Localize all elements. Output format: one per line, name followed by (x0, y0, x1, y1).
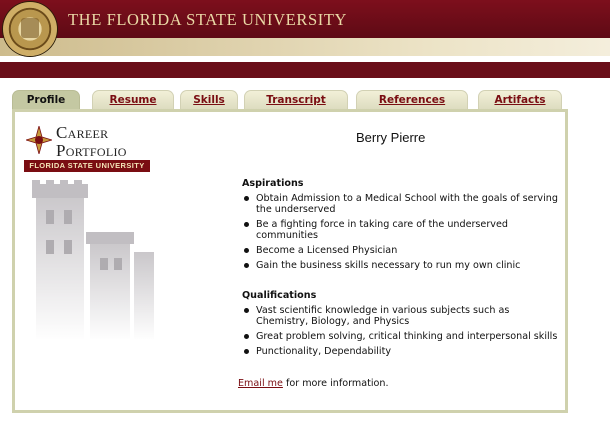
aspirations-heading: Aspirations (242, 178, 304, 189)
list-item: Be a fighting force in taking care of the underserved communities (242, 219, 562, 241)
compass-icon (26, 126, 52, 154)
logo-university-bar: FLORIDA STATE UNIVERSITY (24, 160, 150, 172)
header (0, 0, 610, 82)
career-portfolio-logo (22, 124, 152, 174)
tab-references[interactable]: References (356, 90, 468, 109)
tab-resume[interactable]: Resume (92, 90, 174, 109)
list-item: Vast scientific knowledge in various subjects such as Chemistry, Biology, and Physics (242, 305, 562, 327)
list-item: Gain the business skills necessary to run my own clinic (242, 260, 562, 271)
email-link[interactable]: Email me (238, 378, 283, 389)
tab-artifacts[interactable]: Artifacts (478, 90, 562, 109)
logo-line-career: Career (56, 123, 109, 142)
list-item: Obtain Admission to a Medical School with the goals of serving the underserved (242, 193, 562, 215)
university-seal-icon (3, 2, 57, 56)
list-item: Great problem solving, critical thinking and interpersonal skills (242, 331, 562, 342)
building-watermark-image (28, 180, 158, 340)
contact-line (238, 378, 389, 389)
tab-profile[interactable]: Profile (12, 90, 80, 111)
tab-transcript[interactable]: Transcript (244, 90, 348, 109)
aspirations-list (242, 193, 562, 271)
contact-text: for more information. (282, 378, 389, 389)
tab-bar (12, 90, 572, 110)
university-title: THE FLORIDA STATE UNIVERSITY (68, 10, 348, 29)
list-item: Become a Licensed Physician (242, 245, 562, 256)
student-name: Berry Pierre (356, 130, 426, 145)
header-bottom-band (0, 62, 610, 78)
qualifications-section (242, 290, 562, 361)
header-gold-band (0, 38, 610, 56)
qualifications-list (242, 305, 562, 357)
list-item: Punctionality, Dependability (242, 346, 562, 357)
tab-skills[interactable]: Skills (180, 90, 238, 109)
logo-wordmark (56, 124, 127, 160)
qualifications-heading: Qualifications (242, 290, 317, 301)
aspirations-section (242, 178, 562, 275)
logo-line-portfolio: Portfolio (56, 141, 127, 160)
